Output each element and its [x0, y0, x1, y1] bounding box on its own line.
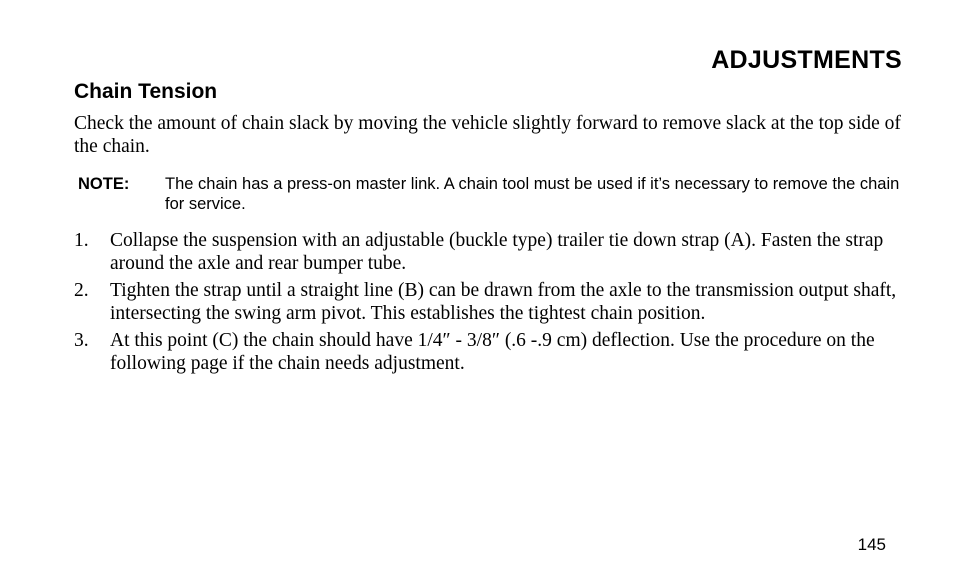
note-text: The chain has a press-on master link. A chain tool must be used if it’s necessary to remove the chain for service. [165, 175, 900, 213]
note-label: NOTE: [78, 175, 130, 193]
step-number: 1. [74, 230, 89, 251]
section-title: Chain Tension [74, 80, 218, 103]
step-text: At this point (C) the chain should have 1/4″ - 3/8″ (.6 -.9 cm) deflection. Use the procedure on the following page if the chain needs adjustment. [110, 330, 875, 374]
step-text: Collapse the suspension with an adjustable (buckle type) trailer tie down strap (A). Fasten the strap around the axle and rear bumper tube. [110, 230, 884, 274]
step-item [74, 279, 910, 325]
step-number: 3. [74, 330, 89, 351]
page-number: 145 [857, 535, 886, 554]
step-item [74, 229, 910, 275]
page-header-title: ADJUSTMENTS [711, 46, 902, 74]
note-block [78, 174, 908, 214]
intro-paragraph: Check the amount of chain slack by moving the vehicle slightly forward to remove slack at the top side of the chain. [74, 113, 901, 157]
step-text: Tighten the strap until a straight line (B) can be drawn from the axle to the transmission output shaft, intersecting the swing arm pivot. This establishes the tightest chain position. [110, 280, 897, 324]
step-item [74, 329, 910, 375]
steps-list [74, 229, 910, 379]
step-number: 2. [74, 280, 89, 301]
